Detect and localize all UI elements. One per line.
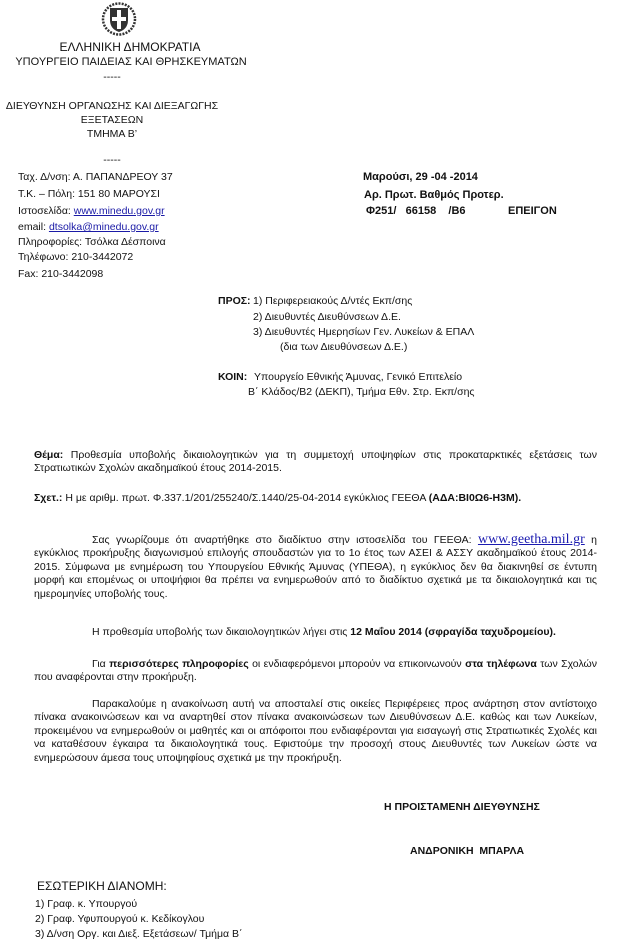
- p2-start: Η προθεσμία υποβολής των δικαιολογητικών λήγει στις: [92, 626, 351, 638]
- subject-label: Θέμα:: [34, 449, 64, 461]
- to-label: ΠΡΟΣ:: [218, 295, 251, 307]
- ministry-name: ΥΠΟΥΡΓΕΙΟ ΠΑΙΔΕΙΑΣ ΚΑΙ ΘΡΗΣΚΕΥΜΑΤΩΝ: [15, 56, 247, 68]
- p3-start: Για: [92, 658, 110, 670]
- signature-name: ΑΝΔΡΟΝΙΚΗ ΜΠΑΡΛΑ: [410, 845, 525, 857]
- recipient-item: 2) Διευθυντές Διευθύνσεων Δ.Ε.: [253, 311, 401, 323]
- p3-mid: οι ενδιαφερόμενοι μπορούν να επικοινωνούν: [248, 658, 466, 670]
- p3-bold-info: περισσότερες πληροφορίες: [109, 658, 249, 670]
- p1-start: Σας γνωρίζουμε ότι αναρτήθηκε στο διαδίκτυο στην ιστοσελίδα του ΓΕΕΘΑ:: [92, 534, 478, 546]
- separator: -----: [103, 71, 121, 83]
- cc-label: ΚΟΙΝ:: [218, 371, 248, 383]
- cc-line1: Υπουργείο Εθνικής Άμυνας, Γενικό Επιτελείο: [254, 371, 463, 383]
- protocol-label: Αρ. Πρωτ. Βαθμός Προτερ.: [364, 189, 504, 201]
- related-text: Η με αριθμ. πρωτ. Φ.337.1/201/255240/Σ.1440/25-04-2014 εγκύκλιος ΓΕΕΘΑ: [62, 492, 429, 504]
- directorate-line1: ΔΙΕΥΘΥΝΣΗ ΟΡΓΑΝΩΣΗΣ ΚΑΙ ΔΙΕΞΑΓΩΓΗΣ: [5, 100, 219, 112]
- distribution-label: ΕΣΩΤΕΡΙΚΗ ΔΙΑΝΟΜΗ:: [37, 879, 167, 893]
- contact-fax: Fax: 210-3442098: [18, 268, 104, 280]
- separator: -----: [103, 154, 121, 166]
- website-label: Ιστοσελίδα:: [18, 205, 74, 217]
- subject-text: Προθεσμία υποβολής δικαιολογητικών για τη συμμετοχή υποψηφίων στις προκαταρκτικές εξετάσεις των Στρατιωτικών Σχολών ακαδημαϊκού έτους 2014-2015.: [34, 449, 597, 475]
- distribution-item: 2) Γραφ. Υφυπουργού κ. Κεδίκογλου: [35, 913, 205, 925]
- distribution-item: 3) Δ/νση Οργ. και Διεξ. Εξετάσεων/ Τμήμα Β΄: [35, 928, 243, 940]
- recipient-item: 3) Διευθυντές Ημερησίων Γεν. Λυκείων & ΕΠΑΛ: [253, 326, 475, 338]
- body-paragraph-4: Παρακαλούμε η ανακοίνωση αυτή να αποσταλεί στις οικείες Περιφέρειες προς ανάρτηση στον αντίστοιχο πίνακα ανακοινώσεων και να αναρτηθεί στον πίνακα ανακοινώσεων των Διευθύνσεων Δ.Ε. καθώς και των Λυκείων, προκειμένου να ενημερωθούν οι μαθητές και οι απόφοιτοι που ενδιαφέρονται για εισαγωγή στις Στρατιωτικές Σχολές και να καταθέσουν έγκαιρα τα δικαιολογητικά τους. Εφιστούμε την προσοχή στους Διευθυντές των Λυκείων ώστε να ενημερώσουν άμεσα τους υποψηφίους σχετικά με την προκήρυξη.: [34, 698, 597, 764]
- related-label: Σχετ.:: [34, 492, 63, 504]
- p3-bold-phones: στα τηλέφωνα: [465, 658, 537, 670]
- signature-title: Η ΠΡΟΙΣΤΑΜΕΝΗ ΔΙΕΥΘΥΝΣΗΣ: [384, 801, 540, 813]
- related-reference: [34, 492, 521, 504]
- geetha-link[interactable]: www.geetha.mil.gr: [477, 532, 585, 547]
- country-name: ΕΛΛΗΝΙΚΗ ΔΗΜΟΚΡΑΤΙΑ: [59, 40, 201, 54]
- priority-label: ΕΠΕΙΓΟΝ: [508, 205, 557, 217]
- related-ada: (ΑΔΑ:ΒΙ0Ω6-Η3Μ).: [428, 492, 522, 504]
- contact-info: Πληροφορίες: Τσόλκα Δέσποινα: [18, 236, 166, 248]
- protocol-number: Φ251/ 66158 /Β6: [366, 205, 466, 217]
- body-paragraph-3: [34, 658, 597, 685]
- body-paragraph-1: [34, 533, 597, 601]
- directorate-line2: ΕΞΕΤΑΣΕΩΝ: [80, 114, 144, 126]
- email-label: email:: [18, 221, 49, 233]
- p3-end: των Σχολών που αναφέρονται στην προκήρυξη.: [34, 658, 597, 684]
- recipient-item: 1) Περιφερειακούς Δ/ντές Εκπ/σης: [253, 295, 413, 307]
- coat-of-arms-icon: [101, 2, 137, 36]
- contact-address: Ταχ. Δ/νση: Α. ΠΑΠΑΝΔΡΕΟΥ 37: [18, 171, 173, 183]
- contact-postal: Τ.Κ. – Πόλη: 151 80 ΜΑΡΟΥΣΙ: [18, 188, 160, 200]
- place-date: Μαρούσι, 29 -04 -2014: [363, 171, 478, 183]
- contact-email: [18, 221, 159, 233]
- department-name: ΤΜΗΜΑ Β’: [86, 128, 138, 140]
- body-paragraph-2: [34, 626, 597, 639]
- contact-website: [18, 205, 165, 217]
- subject: [34, 449, 597, 476]
- cc-line2: Β΄ Κλάδος/Β2 (ΔΕΚΠ), Τμήμα Εθν. Στρ. Εκπ/σης: [248, 386, 475, 398]
- p1-end: η εγκύκλιος προκήρυξης διαγωνισμού επιλογής σπουδαστών για το 1ο έτος των ΑΣΕΙ & ΑΣΣΥ ακαδημαϊκού έτους 2014-2015. Σύμφωνα με ενημέρωση του Υπουργείου Εθνικής Άμυνας (ΥΠΕΘΑ), η εγκύκλιος δεν θα διακινηθεί σε έντυπη μορφή και επομένως οι υποψήφιοι θα πρέπει να ενημερωθούν από το διαδίκτυο σχετικά με τα δικαιολογητικά και τις ημερομηνίες υποβολής τους.: [34, 534, 597, 600]
- contact-phone: Τηλέφωνο: 210-3442072: [18, 251, 134, 263]
- recipient-note: (δια των Διευθύνσεων Δ.Ε.): [280, 341, 408, 353]
- website-link[interactable]: www.minedu.gov.gr: [73, 205, 165, 217]
- distribution-item: 1) Γραφ. κ. Υπουργού: [35, 898, 138, 910]
- email-link[interactable]: dtsolka@minedu.gov.gr: [48, 221, 159, 233]
- deadline-date: 12 Μαΐου 2014 (σφραγίδα ταχυδρομείου).: [350, 626, 556, 638]
